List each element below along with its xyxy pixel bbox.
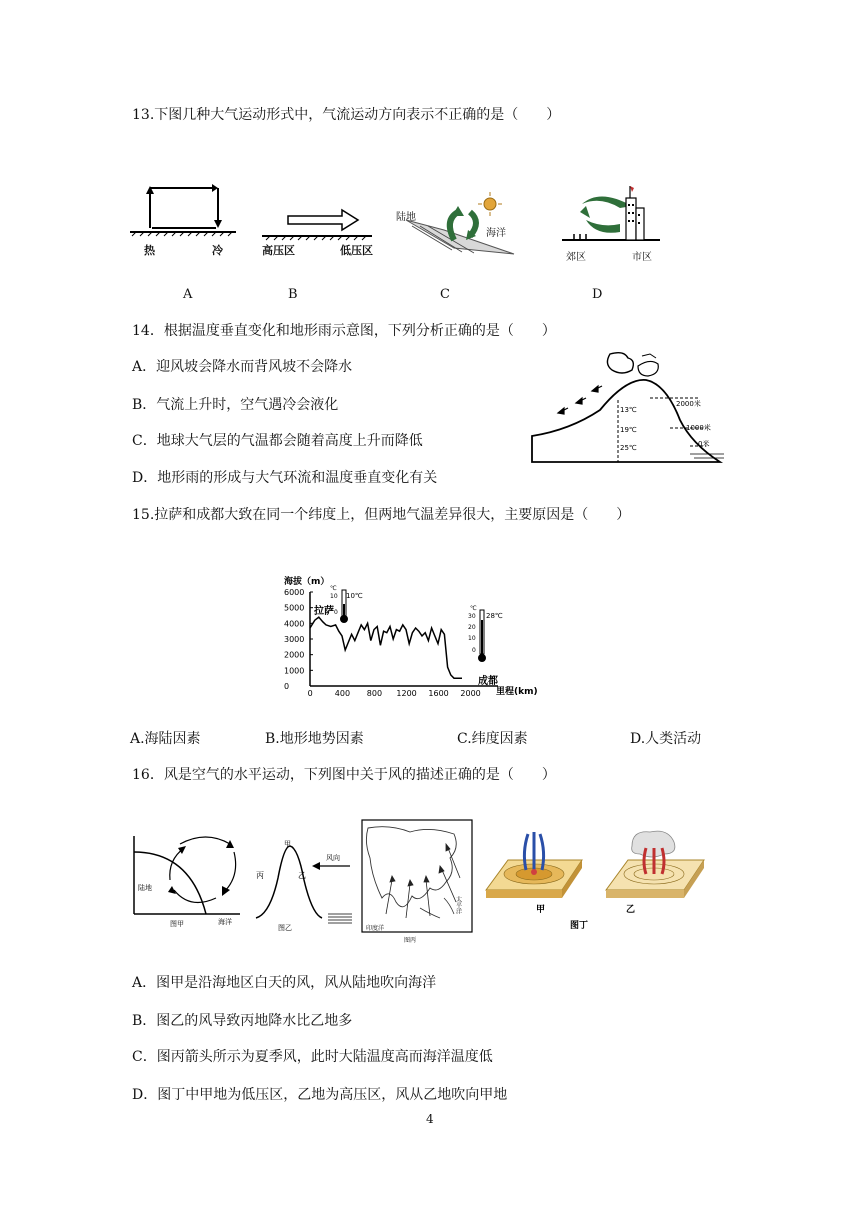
q13-label-cold: 冷 xyxy=(212,244,223,257)
q15-option-c: C.纬度因素 xyxy=(457,731,528,747)
q14-height-1: 2000米 xyxy=(676,400,701,408)
q13-figure-d xyxy=(560,184,662,246)
q14-option-b: B．气流上升时，空气遇冷会液化 xyxy=(132,397,339,413)
q15-chengdu-label: 成都 xyxy=(478,676,498,687)
q14-option-c: C．地球大气层的气温都会随着高度上升而降低 xyxy=(132,433,423,449)
q14-option-d: D．地形雨的形成与大气环流和温度垂直变化有关 xyxy=(132,470,438,486)
q15-thermo-left-10: 10 xyxy=(330,593,338,600)
q16-yi-caption: 图乙 xyxy=(278,924,292,932)
q16-option-a: A．图甲是沿海地区白天的风，风从陆地吹向海洋 xyxy=(132,975,437,991)
q13-stem: 13.下图几种大气运动形式中，气流运动方向表示不正确的是（ ） xyxy=(132,107,561,123)
q15-lhasa-thermometer xyxy=(330,585,363,623)
page-number: 4 xyxy=(426,1112,434,1126)
q15-thermo-right-30: 30 xyxy=(468,613,476,620)
q15-ytick-label: 5000 xyxy=(284,603,305,613)
q16-figure-yi xyxy=(250,838,354,934)
q16-jia-caption: 图甲 xyxy=(170,920,184,928)
q15-elevation-chart xyxy=(282,574,538,702)
q16-yi-wind: 风向 xyxy=(326,854,340,862)
q16-option-d: D．图丁中甲地为低压区，乙地为高压区，风从乙地吹向甲地 xyxy=(132,1087,508,1103)
q15-thermo-right-unit: ℃ xyxy=(470,605,477,612)
q14-option-a: A．迎风坡会降水而背风坡不会降水 xyxy=(132,359,353,375)
q15-ytick-label: 4000 xyxy=(284,619,305,629)
q14-height-2: 1000米 xyxy=(686,424,711,432)
q16-yi-yi: 乙 xyxy=(298,871,306,880)
q13-label-city: 市区 xyxy=(632,252,652,263)
q16-bing-caption: 图丙 xyxy=(404,937,417,944)
q15-ylabel: 海拔（m） xyxy=(284,577,330,587)
q13-option-c: C xyxy=(440,287,450,302)
q15-thermo-right-20: 20 xyxy=(468,624,476,631)
q15-thermo-right-0: 0 xyxy=(472,647,476,654)
q14-temp-3: 25℃ xyxy=(620,444,637,452)
q15-xtick-label: 0 xyxy=(307,689,313,698)
q14-orographic-rain-figure xyxy=(530,350,726,466)
q15-xtick-label: 400 xyxy=(334,689,351,698)
q15-chengdu-thermometer xyxy=(468,605,503,662)
q15-stem: 15.拉萨和成都大致在同一个纬度上，但两地气温差异很大，主要原因是（ ） xyxy=(132,507,631,523)
q13-label-suburb: 郊区 xyxy=(566,252,586,263)
q16-jia-land: 陆地 xyxy=(138,884,152,892)
q13-figure-c xyxy=(404,190,528,260)
q13-option-d: D xyxy=(592,287,603,302)
q15-xtick-label: 1600 xyxy=(428,689,449,698)
q13-label-land: 陆地 xyxy=(396,212,416,223)
q13-figure-a xyxy=(128,180,240,240)
q13-label-hot: 热 xyxy=(144,244,155,257)
q14-temp-2: 19℃ xyxy=(620,426,637,434)
q15-xtick-label: 1200 xyxy=(396,689,417,698)
q13-label-high: 高压区 xyxy=(262,244,295,257)
q16-ding-yi: 乙 xyxy=(626,905,636,915)
q15-ytick-label: 1000 xyxy=(284,666,305,676)
q16-bing-ocean-2: 印度洋 xyxy=(366,925,385,932)
q16-yi-jia: 甲 xyxy=(284,840,291,848)
q15-xlabel: 里程(km) xyxy=(496,687,538,697)
q16-option-b: B．图乙的风导致丙地降水比乙地多 xyxy=(132,1013,353,1029)
q16-option-c: C．图丙箭头所示为夏季风，此时大陆温度高而海洋温度低 xyxy=(132,1049,493,1065)
q15-ytick-label: 0 xyxy=(284,682,290,691)
q15-elevation-line xyxy=(310,617,462,678)
q15-option-b: B.地形地势因素 xyxy=(265,731,364,747)
q14-stem: 14．根据温度垂直变化和地形雨示意图，下列分析正确的是（ ） xyxy=(132,323,556,339)
q15-ytick-label: 2000 xyxy=(284,650,305,660)
q13-option-b: B xyxy=(288,287,298,302)
q16-jia-sea: 海洋 xyxy=(218,918,232,926)
q15-lhasa-temp: 10℃ xyxy=(346,592,363,600)
q16-bing-ocean-1: 太平洋 xyxy=(454,896,462,914)
q15-thermo-left-unit: ℃ xyxy=(330,585,337,592)
q16-figure-ding xyxy=(482,826,726,940)
q15-thermo-left-0: 0 xyxy=(334,609,338,616)
q15-lhasa-label: 拉萨 xyxy=(314,606,334,617)
q15-xtick-label: 800 xyxy=(366,689,383,698)
q15-option-a: A.海陆因素 xyxy=(130,731,201,747)
q16-ding-caption: 图丁 xyxy=(570,921,589,931)
q16-figure-bing xyxy=(360,818,476,944)
q13-figure-b xyxy=(262,206,374,240)
q16-stem: 16．风是空气的水平运动，下列图中关于风的描述正确的是（ ） xyxy=(132,767,556,783)
q16-yi-bing: 丙 xyxy=(256,871,264,880)
q13-label-low: 低压区 xyxy=(340,244,373,257)
q14-height-3: 0米 xyxy=(698,440,710,448)
q15-xtick-label: 2000 xyxy=(460,689,481,698)
q13-label-sea: 海洋 xyxy=(486,228,506,239)
q15-ytick-label: 6000 xyxy=(284,588,305,597)
q13-option-a: A xyxy=(183,287,193,302)
q16-ding-jia: 甲 xyxy=(536,905,546,915)
q15-ytick-label: 3000 xyxy=(284,635,305,644)
q14-temp-1: 13℃ xyxy=(620,406,637,414)
q15-chengdu-temp: 28℃ xyxy=(486,612,503,620)
q15-thermo-right-10: 10 xyxy=(468,635,476,642)
q15-option-d: D.人类活动 xyxy=(630,731,702,747)
q16-figure-jia xyxy=(130,830,242,928)
